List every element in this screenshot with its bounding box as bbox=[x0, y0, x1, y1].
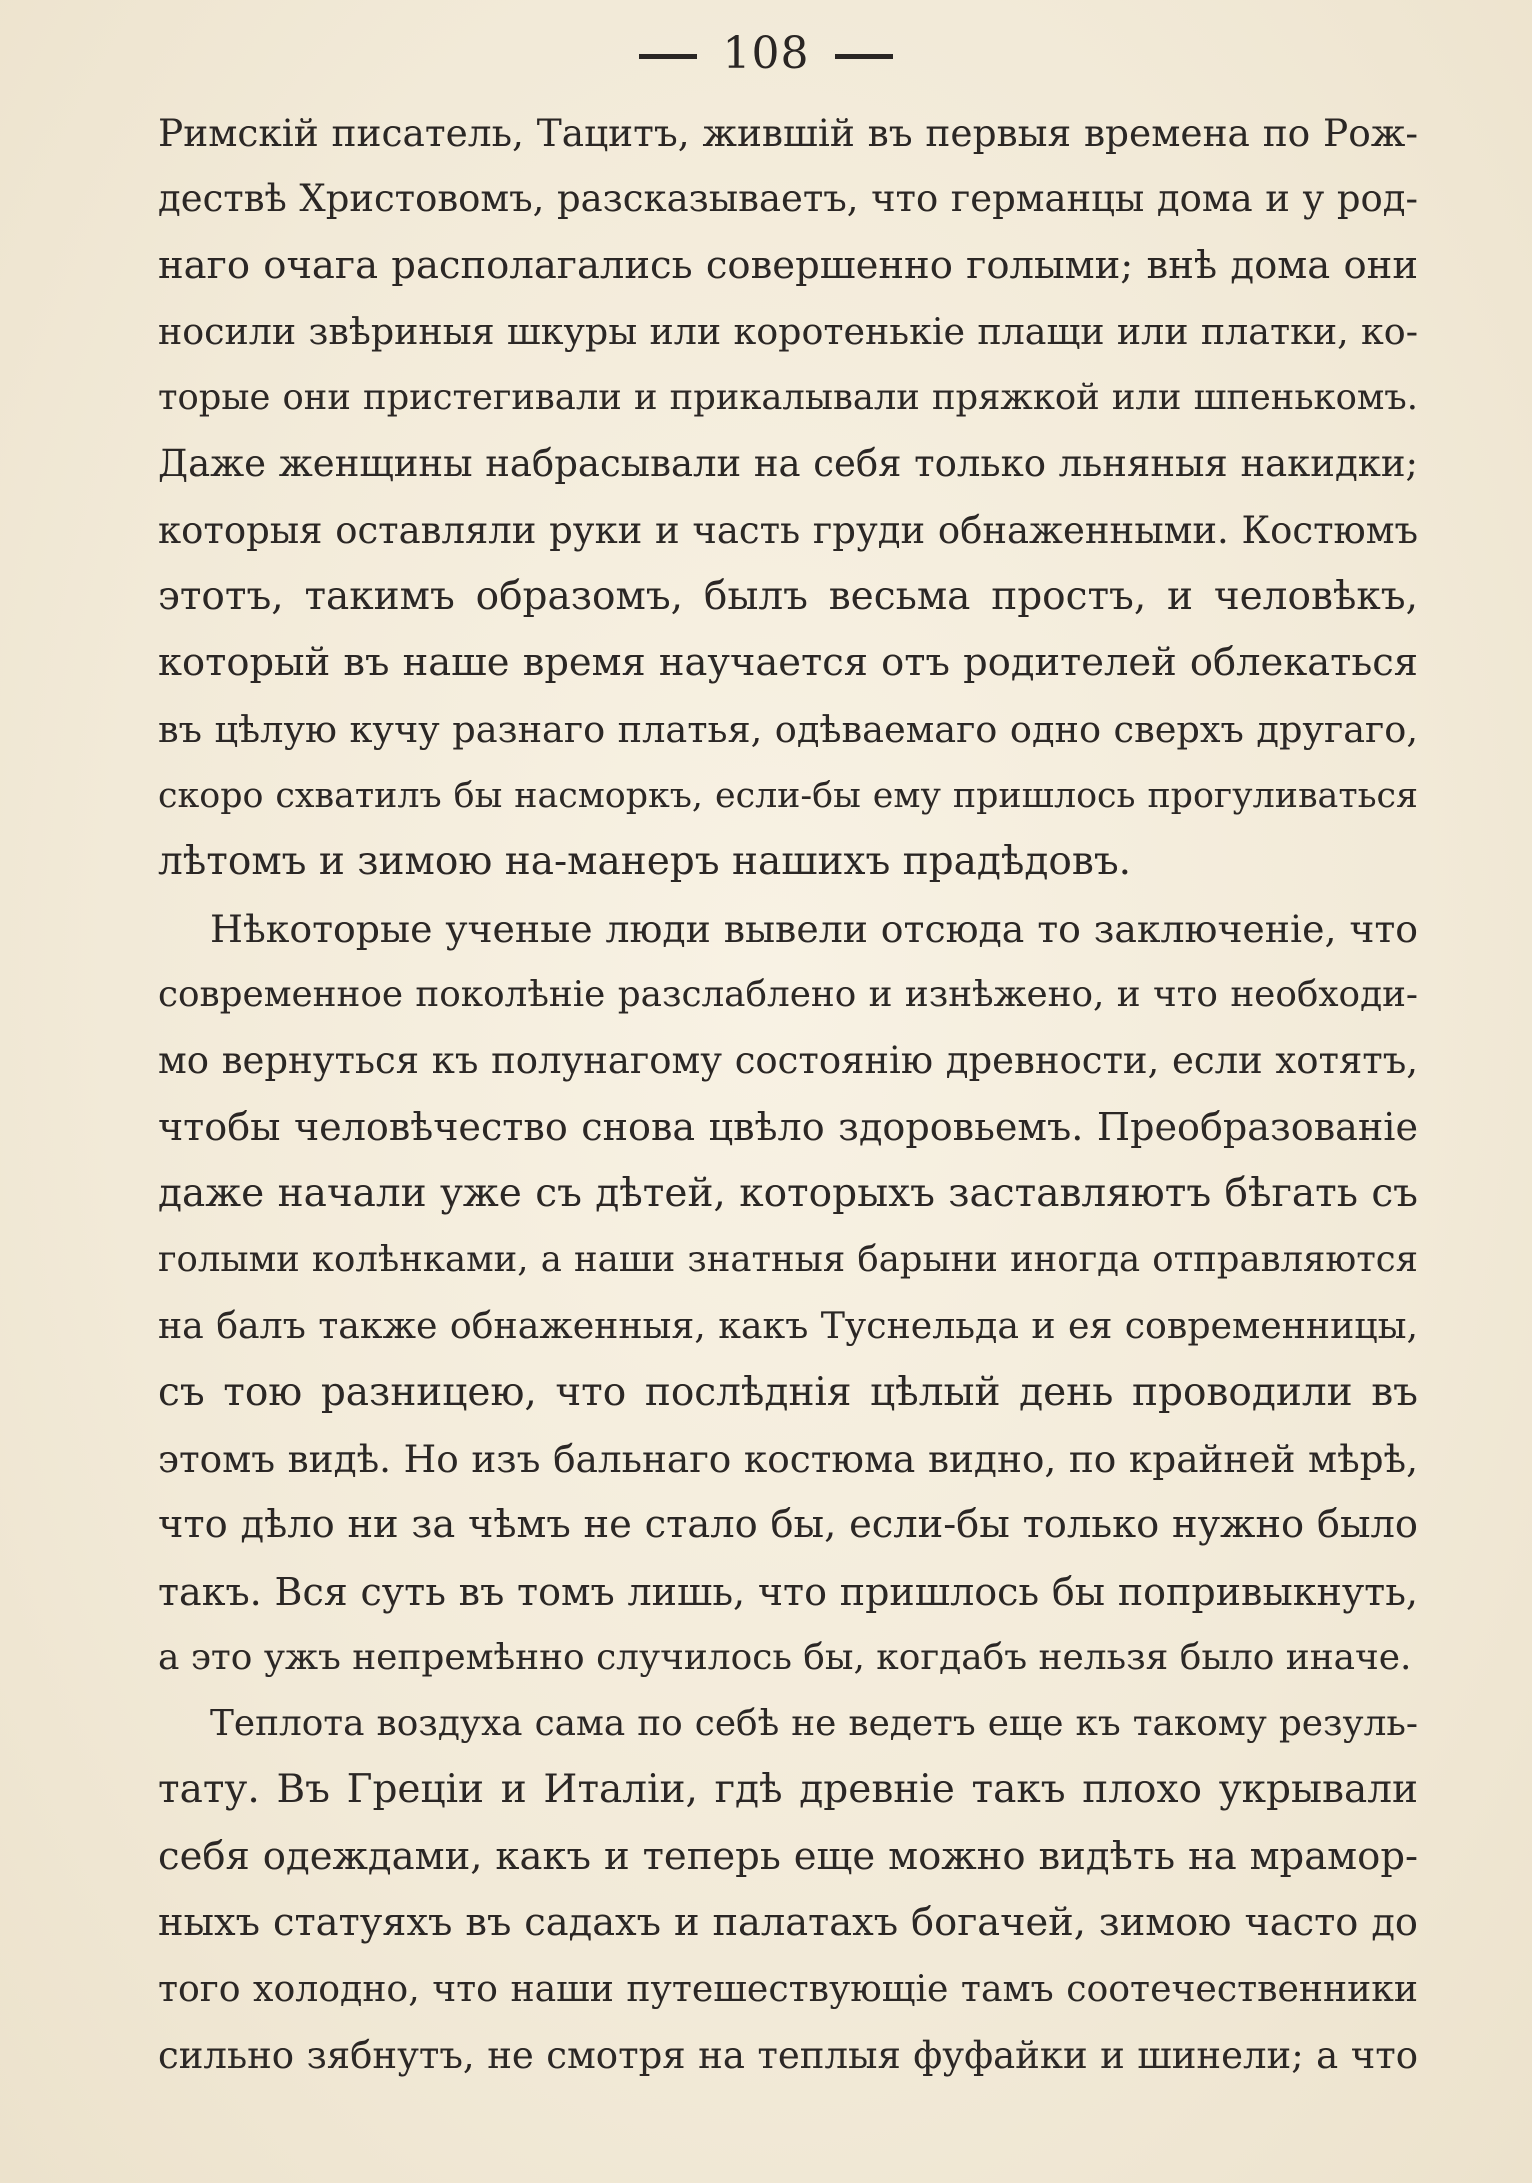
text-line: торые они пристегивали и прикалывали пряжкой или шпенькомъ. bbox=[158, 377, 1418, 419]
text-line: наго очага располагались совершенно голыми; внѣ дома они bbox=[158, 242, 1418, 288]
text-line: тату. Въ Греціи и Италіи, гдѣ древніе такъ плохо укрывали bbox=[158, 1767, 1418, 1813]
text-line: Римскій писатель, Тацитъ, жившій въ первыя времена по Рож- bbox=[158, 111, 1418, 155]
text-line: а это ужъ непремѣнно случилось бы, когдабъ нельзя было иначе. bbox=[158, 1636, 1412, 1678]
text-line: дествѣ Христовомъ, разсказываетъ, что германцы дома и у род- bbox=[158, 177, 1418, 221]
text-line: что дѣло ни за чѣмъ не стало бы, если-бы только нужно было bbox=[158, 1502, 1418, 1548]
text-line: на балъ также обнаженныя, какъ Туснельда и ея современницы, bbox=[158, 1304, 1418, 1348]
text-line: которыя оставляли руки и часть груди обнаженными. Костюмъ bbox=[158, 508, 1418, 552]
text-line: въ цѣлую кучу разнаго платья, одѣваемаго одно сверхъ другаго, bbox=[158, 707, 1418, 751]
paragraph-2 bbox=[158, 896, 1418, 1692]
page-number-header bbox=[0, 28, 1532, 79]
text-line: съ тою разницею, что послѣднія цѣлый день проводили въ bbox=[158, 1369, 1418, 1415]
text-line: современное поколѣніе разслаблено и изнѣжено, и что необходи- bbox=[158, 973, 1418, 1015]
text-line: носили звѣриныя шкуры или коротенькіе плащи или платки, ко- bbox=[158, 309, 1418, 353]
text-line: Даже женщины набрасывали на себя только льняныя накидки; bbox=[158, 442, 1418, 486]
text-line: этомъ видѣ. Но изъ бальнаго костюма видно, по крайней мѣрѣ, bbox=[158, 1436, 1418, 1481]
text-line: себя одеждами, какъ и теперь еще можно видѣть на мрамор- bbox=[158, 1833, 1418, 1879]
text-line: чтобы человѣчество снова цвѣло здоровьемъ. Преобразованіе bbox=[158, 1105, 1418, 1150]
paragraph-1 bbox=[158, 100, 1418, 896]
text-line: мо вернуться къ полунагому состоянію древности, если хотятъ, bbox=[158, 1039, 1418, 1083]
paragraph-3 bbox=[158, 1691, 1418, 2089]
right-dash bbox=[835, 54, 893, 59]
text-line: Теплота воздуха сама по себѣ не ведетъ еще къ такому резуль- bbox=[210, 1703, 1418, 1745]
text-line: сильно зябнутъ, не смотря на теплыя фуфайки и шинели; а что bbox=[158, 2033, 1418, 2077]
text-line: этотъ, такимъ образомъ, былъ весьма простъ, и человѣкъ, bbox=[158, 574, 1418, 620]
text-line: ныхъ статуяхъ въ садахъ и палатахъ богачей, зимою часто до bbox=[158, 1900, 1418, 1946]
body-text bbox=[158, 100, 1418, 2089]
text-line: скоро схватилъ бы насморкъ, если-бы ему пришлось прогуливаться bbox=[158, 775, 1418, 816]
text-line: который въ наше время научается отъ родителей облекаться bbox=[158, 640, 1418, 686]
text-line: Нѣкоторые ученые люди вывели отсюда то заключеніе, что bbox=[210, 906, 1418, 951]
page-number: 108 bbox=[722, 28, 810, 79]
text-line: такъ. Вся суть въ томъ лишь, что пришлось бы попривыкнуть, bbox=[158, 1569, 1418, 1614]
text-line: даже начали уже съ дѣтей, которыхъ заставляютъ бѣгать съ bbox=[158, 1170, 1418, 1216]
text-line: лѣтомъ и зимою на-манеръ нашихъ прадѣдовъ. bbox=[158, 839, 1132, 885]
text-line: того холодно, что наши путешествующіе тамъ соотечественники bbox=[158, 1967, 1418, 2011]
left-dash bbox=[639, 54, 697, 59]
text-line: голыми колѣнками, а наши знатныя барыни иногда отправляются bbox=[158, 1239, 1418, 1281]
